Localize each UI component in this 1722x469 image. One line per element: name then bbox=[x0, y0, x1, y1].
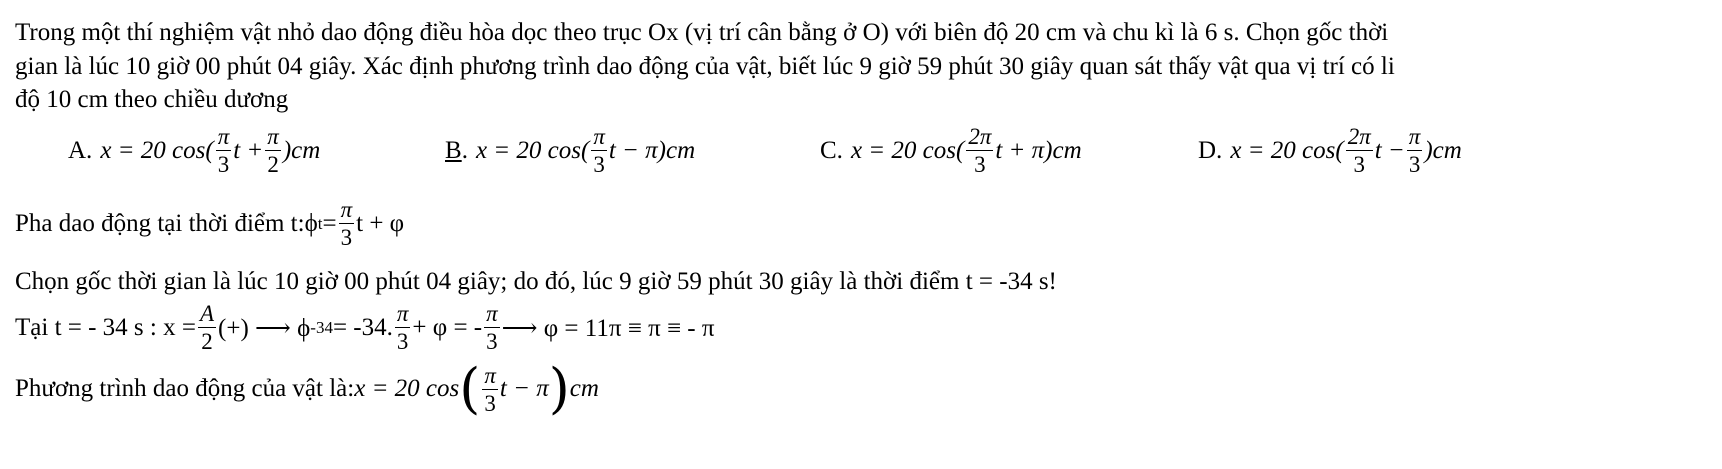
option-d[interactable] bbox=[1198, 125, 1462, 176]
final-frac: $\frac{\pi}{3}$ bbox=[484, 362, 496, 416]
question-line-3: độ 10 cm theo chiều dương bbox=[15, 86, 289, 113]
option-d-label: D. bbox=[1198, 136, 1223, 164]
option-a-post: )cm bbox=[282, 136, 321, 164]
option-a-frac2: $\frac{\pi}{2}$ bbox=[267, 124, 279, 177]
option-a-pre: x = 20 cos( bbox=[100, 136, 214, 164]
question-line-2: gian là lúc 10 giờ 00 phút 04 giây. Xác định phương trình dao động của vật, biết lúc 9 giờ 59 phút 30 giây quan sát thấy vật qua vị trí có li bbox=[15, 53, 1395, 80]
option-d-mid: t − bbox=[1374, 136, 1405, 164]
at-frac-pi2: $\frac{\pi}{3}$ bbox=[486, 301, 498, 354]
final-post: cm bbox=[569, 375, 599, 402]
option-d-pre: x = 20 cos( bbox=[1230, 136, 1344, 164]
option-a-frac1: $\frac{\pi}{3}$ bbox=[217, 124, 230, 177]
at-frac-a: $\frac{A}{2}$ bbox=[199, 301, 215, 354]
option-d-post: )cm bbox=[1424, 136, 1462, 164]
origin-line: Chọn gốc thời gian là lúc 10 giờ 00 phút 04 giây; do đó, lúc 9 giờ 59 phút 30 giây là thời điểm t = -34 s! bbox=[15, 268, 1057, 295]
at-mid3: + φ = - bbox=[412, 313, 483, 341]
phase-sub: t bbox=[317, 213, 323, 233]
option-c-label: C. bbox=[820, 136, 843, 164]
at-frac-pi1: $\frac{\pi}{3}$ bbox=[396, 301, 409, 354]
phase-rest: t + φ bbox=[356, 209, 405, 237]
option-a-mid: t + bbox=[233, 136, 264, 164]
phase-eq: = bbox=[322, 209, 337, 237]
at-end: ⟶ φ = 11π ≡ π ≡ - π bbox=[501, 314, 715, 342]
final-text: Phương trình dao động của vật là: bbox=[15, 375, 355, 402]
question-line-1: Trong một thí nghiệm vật nhỏ dao động điều hòa dọc theo trục Ox (vị trí cân bằng ở O) với biên độ 20 cm và chu kì là 6 s. Chọn gốc thời bbox=[15, 19, 1389, 46]
phase-line bbox=[15, 198, 404, 249]
option-a-label: A. bbox=[68, 136, 93, 164]
at-mid2: = -34. bbox=[332, 313, 393, 341]
final-inner: t − π bbox=[499, 375, 549, 402]
option-b[interactable] bbox=[445, 125, 695, 176]
at-line bbox=[15, 302, 715, 353]
option-b-frac: $\frac{\pi}{3}$ bbox=[593, 124, 605, 177]
phase-symbol: ϕ bbox=[304, 209, 318, 237]
at-sub: -34 bbox=[310, 317, 333, 337]
option-b-pre: x = 20 cos( bbox=[475, 136, 590, 164]
option-c[interactable] bbox=[820, 125, 1082, 176]
at-mid: (+) ⟶ ϕ bbox=[218, 314, 311, 342]
option-c-pre: x = 20 cos( bbox=[850, 136, 965, 164]
final-pre: x = 20 cos bbox=[354, 375, 460, 402]
final-line bbox=[15, 357, 599, 420]
option-b-label: B bbox=[445, 136, 462, 164]
at-text: Tại t = - 34 s : x = bbox=[15, 313, 196, 341]
option-a[interactable] bbox=[68, 125, 320, 176]
option-b-dot: . bbox=[461, 136, 468, 164]
phase-frac: $\frac{\pi}{3}$ bbox=[340, 197, 353, 250]
option-d-frac2: $\frac{\pi}{3}$ bbox=[1408, 124, 1421, 177]
option-c-frac: $\frac{2\pi}{3}$ bbox=[968, 124, 992, 177]
option-b-post: t − π)cm bbox=[608, 136, 696, 164]
option-d-frac1: $\frac{2\pi}{3}$ bbox=[1347, 124, 1371, 177]
final-close-paren: ) bbox=[548, 357, 570, 420]
phase-text: Pha dao động tại thời điểm t: bbox=[15, 209, 305, 237]
option-c-post: t + π)cm bbox=[995, 136, 1082, 164]
final-open-paren: ( bbox=[459, 357, 481, 420]
